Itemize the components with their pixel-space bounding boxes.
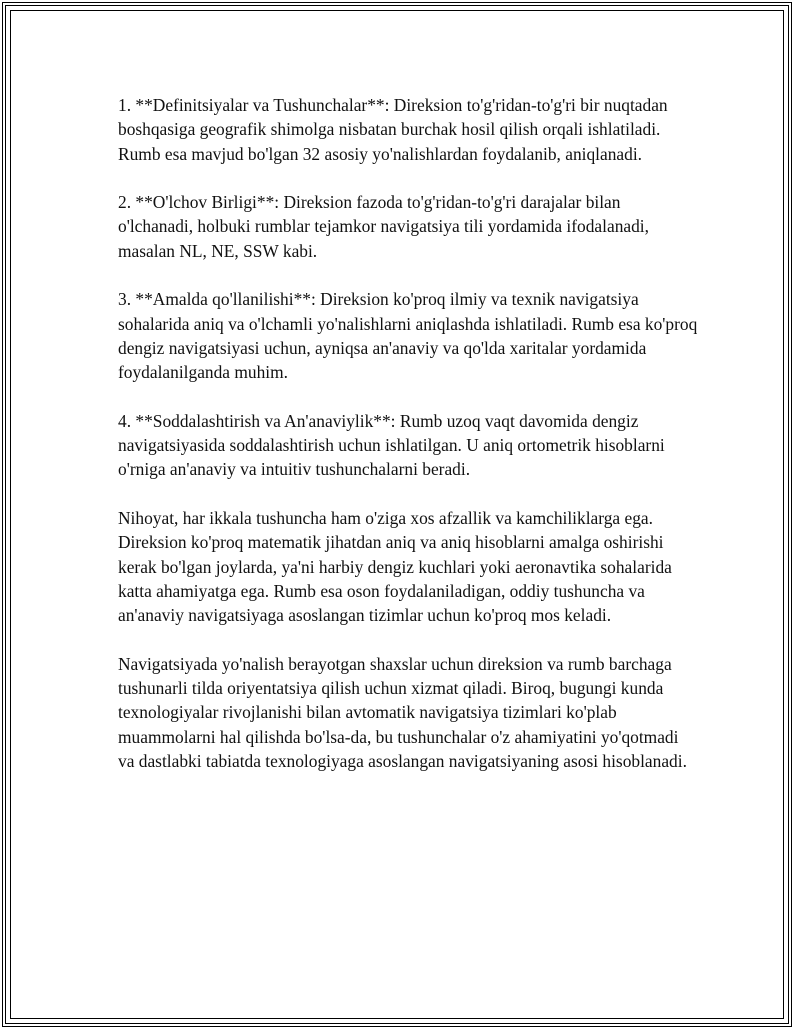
document-body	[118, 93, 698, 798]
paragraph-practical-use: 3. **Amalda qo'llanilishi**: Direksion ko'proq ilmiy va texnik navigatsiya sohalarida aniq va o'lchamli yo'nalishlarni aniqlashda ishlatiladi. Rumb esa ko'proq dengiz navigatsiyasi uchun, ayniqsa an'anaviy va qo'lda xaritalar yordamida foydalanilganda muhim.	[118, 289, 698, 383]
paragraph-simplification: 4. **Soddalashtirish va An'anaviylik**: Rumb uzoq vaqt davomida dengiz navigatsiyasida soddalashtirish uchun ishlatilgan. U aniq ortometrik hisoblarni o'rniga an'anaviy va intuitiv tushunchalarni beradi.	[118, 410, 665, 480]
paragraph-definitions: 1. **Definitsiyalar va Tushunchalar**: Direksion to'g'ridan-to'g'ri bir nuqtadan boshqasiga geografik shimolga nisbatan burchak hosil qilish orqali ishlatiladi. Rumb esa mavjud bo'lgan 32 asosiy yo'nalishlardan foydalanib, aniqlanadi.	[118, 95, 668, 164]
paragraph-measurement-unit: 2. **O'lchov Birligi**: Direksion fazoda to'g'ridan-to'g'ri darajalar bilan o'lchanadi, holbuki rumblar tejamkor navigatsiya tili yordamida ifodalanadi, masalan NL, NE, SSW kabi.	[118, 192, 649, 261]
paragraph-conclusion: Nihoyat, har ikkala tushuncha ham o'ziga xos afzallik va kamchiliklarga ega. Direksion ko'proq matematik jihatdan aniq va aniq hisoblarni amalga oshirishi kerak bo'lgan joylarda, ya'ni harbiy dengiz kuchlari yoki aeronavtika sohalarida katta ahamiyatga ega. Rumb esa oson foydalaniladigan, oddiy tushuncha va an'anaviy navigatsiyaga asoslangan tizimlar uchun ko'proq mos keladi.	[118, 508, 672, 626]
paragraph-navigation-summary: Navigatsiyada yo'nalish berayotgan shaxslar uchun direksion va rumb barchaga tushunarli tilda oriyentatsiya qilish uchun xizmat qiladi. Biroq, bugungi kunda texnologiyalar rivojlanishi bilan avtomatik navigatsiya tizimlari ko'plab muammolarni hal qilishda bo'lsa-da, bu tushunchalar o'z ahamiyatini yo'qotmadi va dastlabki tabiatda texnologiyaga asoslangan navigatsiyaning asosi hisoblanadi.	[118, 653, 687, 772]
